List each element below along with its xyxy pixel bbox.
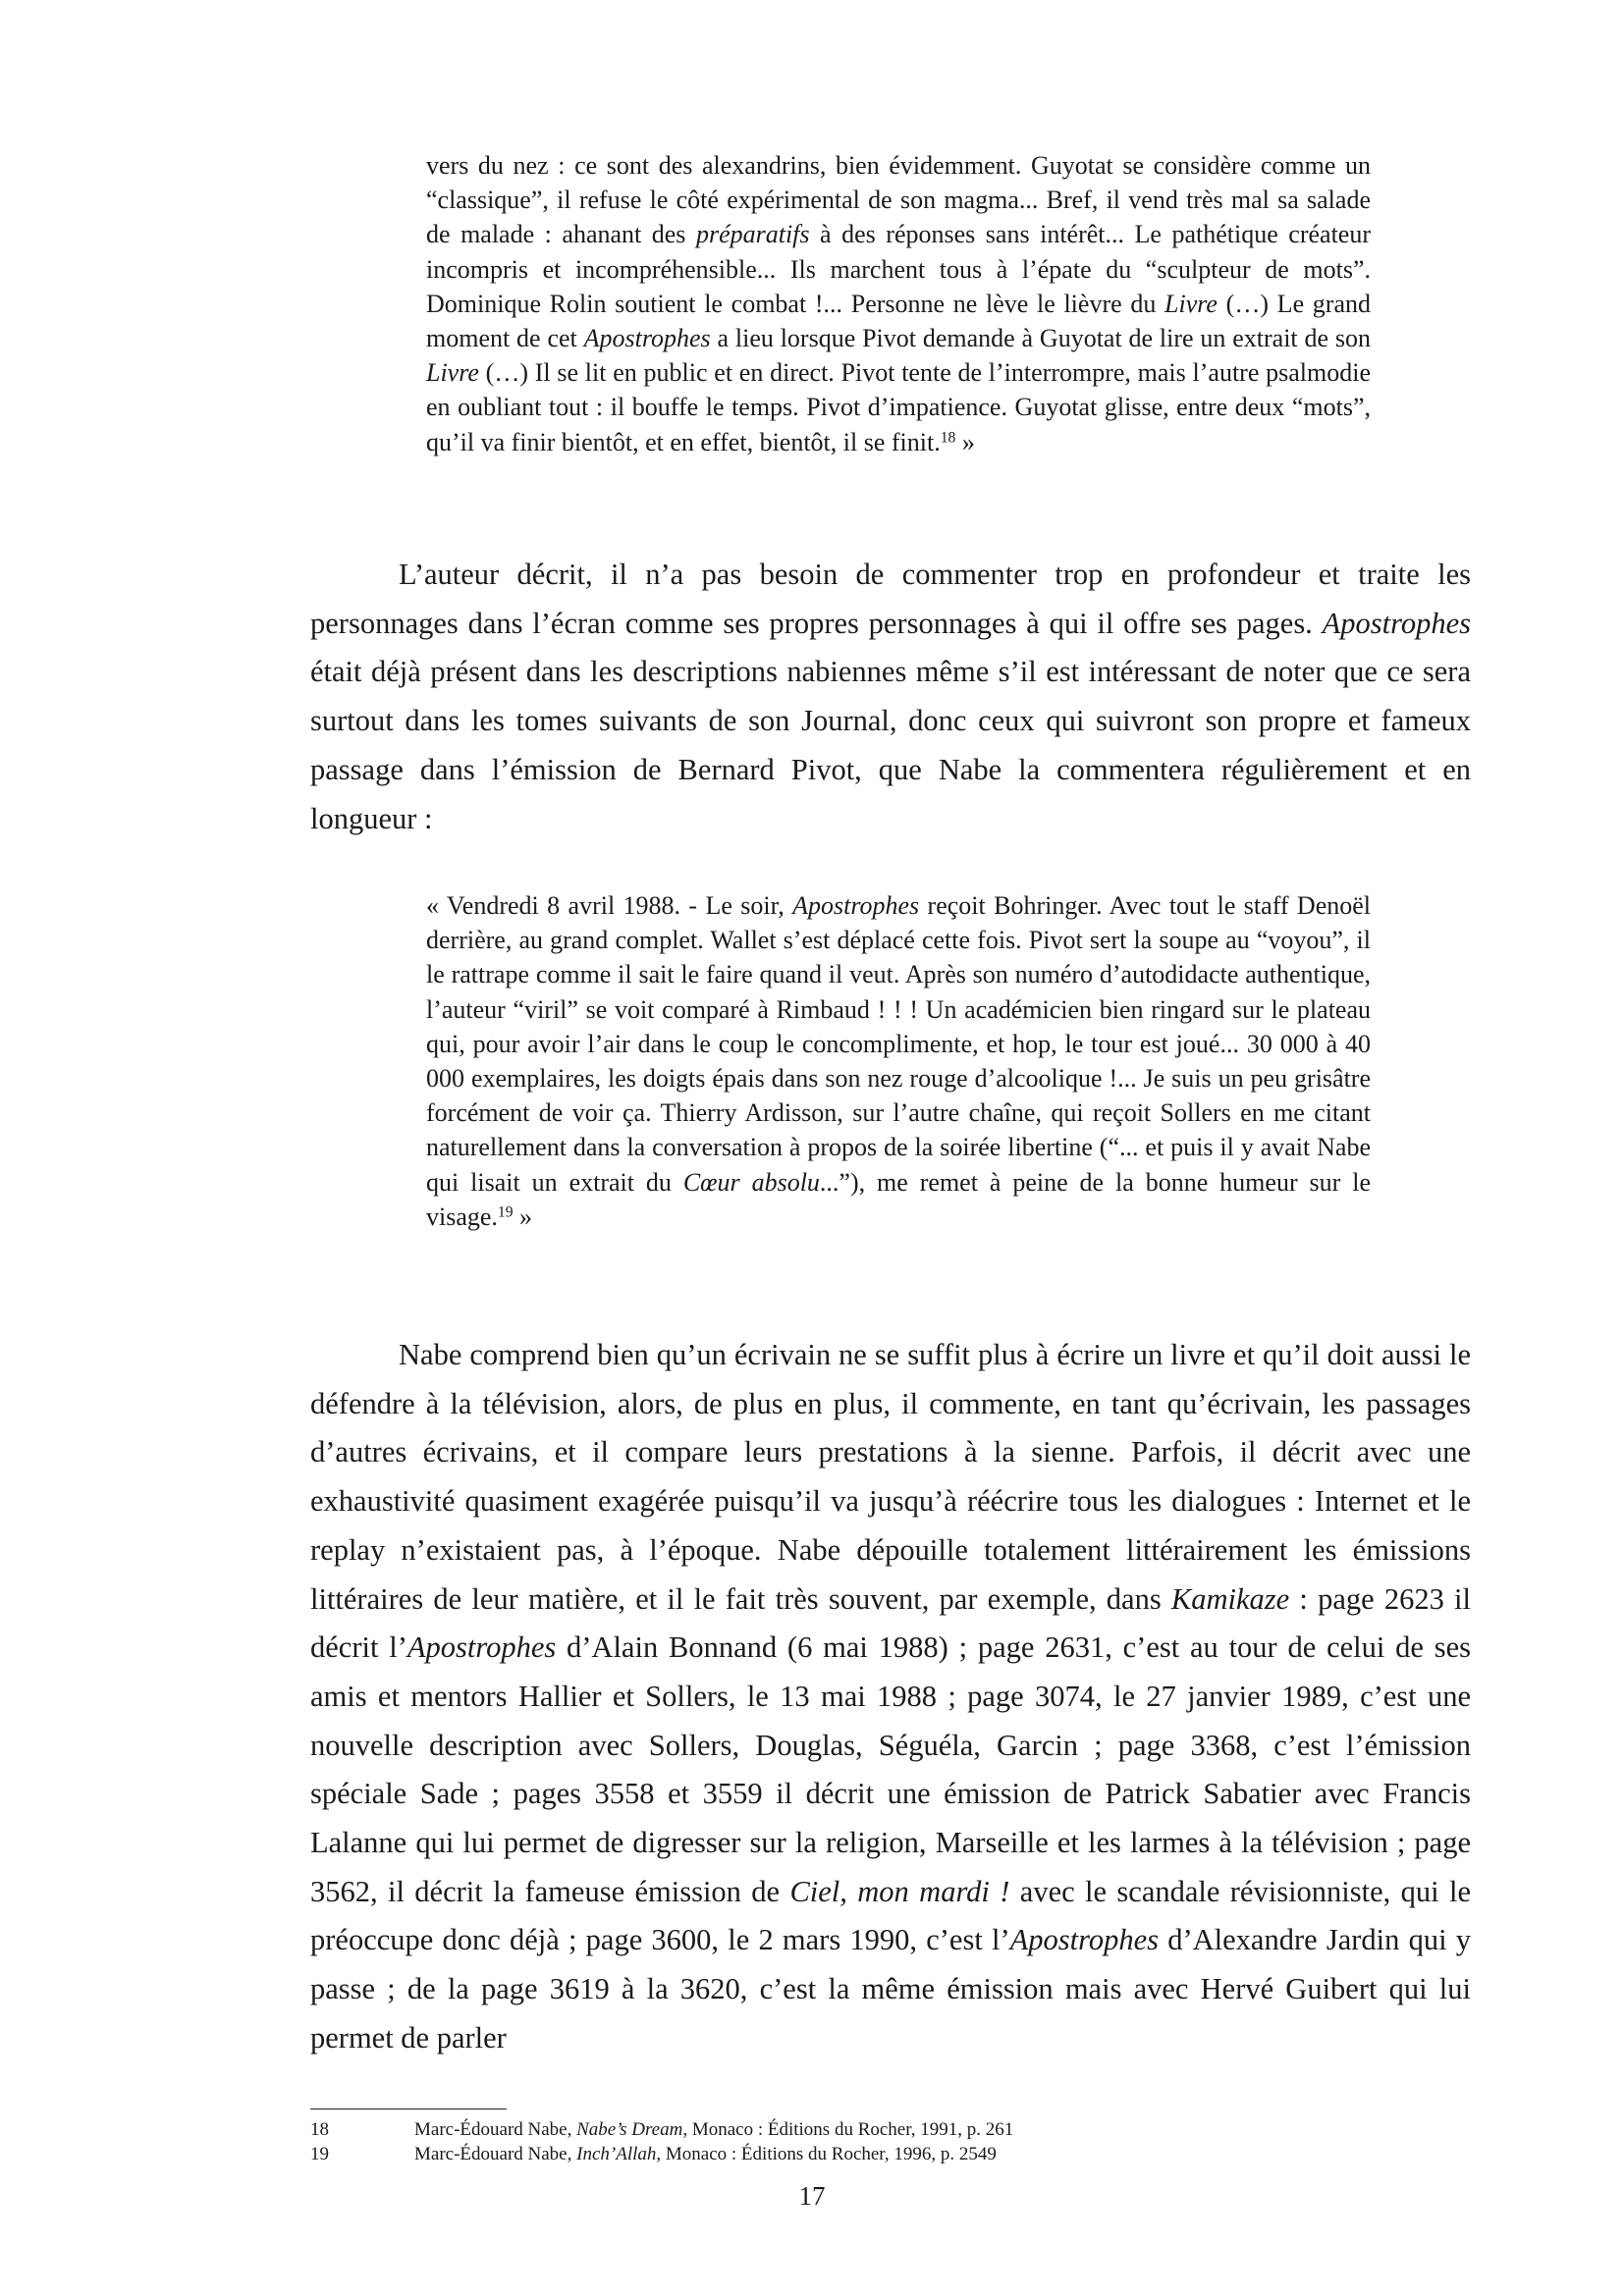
footnote-ref-18[interactable]: 18 bbox=[940, 429, 956, 447]
quote-paragraph: vers du nez : ce sont des alexandrins, bien évidemment. Guyotat se considère comme un “classique”, il refuse le côté expérimental de son magma... Bref, il vend très mal sa salade de malade : ahanant des préparatifs à des réponses sans intérêt... Le pathétique créateur incompris et incompréhensible... Ils marchent tous à l’épate du “sculpteur de mots”. Dominique Rolin soutient le combat !... Personne ne lève le lièvre du Livre (…) Le grand moment de cet Apostrophes a lieu lorsque Pivot demande à Guyotat de lire un extrait de son Livre (…) Il se lit en public et en direct. Pivot tente de l’interrompre, mais l’autre psalmodie en oubliant tout : il bouffe le temps. Pivot d’impatience. Guyotat glisse, entre deux “mots”, qu’il va finir bientôt, et en effet, bientôt, il se finit.$^{18}$ » bbox=[426, 151, 1371, 456]
footnote-18: 18 Marc-Édouard Nabe, Nabe’s Dream, Monaco : Éditions du Rocher, 1991, p. 261 bbox=[310, 2119, 1014, 2140]
quote-paragraph: « Vendredi 8 avril 1988. - Le soir, Apostrophes reçoit Bohringer. Avec tout le staff Denoël derrière, au grand complet. Wallet s’est déplacé cette fois. Pivot sert la soupe au “voyou”, il le rattrape comme il sait le faire quand il veut. Après son numéro d’autodidacte authentique, l’auteur “viril” se voit comparé à Rimbaud ! ! ! Un académicien bien ringard sur le plateau qui, pour avoir l’air dans le coup le concomplimente, et hop, le tour est joué... 30 000 à 40 000 exemplaires, les doigts épais dans son nez rouge d’alcoolique !... Je suis un peu grisâtre forcément de voir ça. Thierry Ardisson, sur l’autre chaîne, qui reçoit Sollers en me citant naturellement dans la conversation à propos de la soirée libertine (“... et puis il y avait Nabe qui lisait un extrait du Cœur absolu...”), me remet à peine de la bonne humeur sur le visage.$^{19}$ » bbox=[426, 891, 1372, 1231]
footnote-number: 18 bbox=[310, 2119, 329, 2140]
body-paragraph-1: L’auteur décrit, il n’a pas besoin de commenter trop en profondeur et traite les personnages dans l’écran comme ses propres personnages à qui il offre ses pages. Apostrophes était déjà présent dans les descriptions nabiennes même s’il est intéressant de noter que ce sera surtout dans les tomes suivants de son Journal, donc ceux qui suivront son propre et fameux passage dans l’émission de Bernard Pivot, que Nabe la commentera régulièrement et en longueur : bbox=[310, 558, 1471, 835]
block-quote-bohringer bbox=[426, 888, 1371, 1234]
block-quote-guyotat bbox=[426, 148, 1371, 459]
page-number: 17 bbox=[798, 2181, 826, 2211]
footnote-ref-19[interactable]: 19 bbox=[497, 1203, 514, 1221]
body-paragraph-2: Nabe comprend bien qu’un écrivain ne se suffit plus à écrire un livre et qu’il doit aussi le défendre à la télévision, alors, de plus en plus, il commente, en tant qu’écrivain, les passages d’autres écrivains, et il compare leurs prestations à la sienne. Parfois, il décrit avec une exhaustivité quasiment exagérée puisqu’il va jusqu’à réécrire tous les dialogues : Internet et le replay n’existaient pas, à l’époque. Nabe dépouille totalement littérairement les émissions littéraires de leur matière, et il le fait très souvent, par exemple, dans Kamikaze : page 2623 il décrit l’Apostrophes d’Alain Bonnand (6 mai 1988) ; page 2631, c’est au tour de celui de ses amis et mentors Hallier et Sollers, le 13 mai 1988 ; page 3074, le 27 janvier 1989, c’est une nouvelle description avec Sollers, Douglas, Séguéla, Garcin ; page 3368, c’est l’émission spéciale Sade ; pages 3558 et 3559 il décrit une émission de Patrick Sabatier avec Francis Lalanne qui lui permet de digresser sur la religion, Marseille et les larmes à la télévision ; page 3562, il décrit la fameuse émission de Ciel, mon mardi ! avec le scandale révisionniste, qui le préoccupe donc déjà ; page 3600, le 2 mars 1990, c’est l’Apostrophes d’Alexandre Jardin qui y passe ; de la page 3619 à la 3620, c’est la même émission mais avec Hervé Guibert qui lui permet de parler bbox=[310, 1338, 1472, 2055]
footnote-19: 19 Marc-Édouard Nabe, Inch’Allah, Monaco : Éditions du Rocher, 1996, p. 2549 bbox=[310, 2144, 997, 2164]
footnote-number: 19 bbox=[310, 2144, 329, 2164]
